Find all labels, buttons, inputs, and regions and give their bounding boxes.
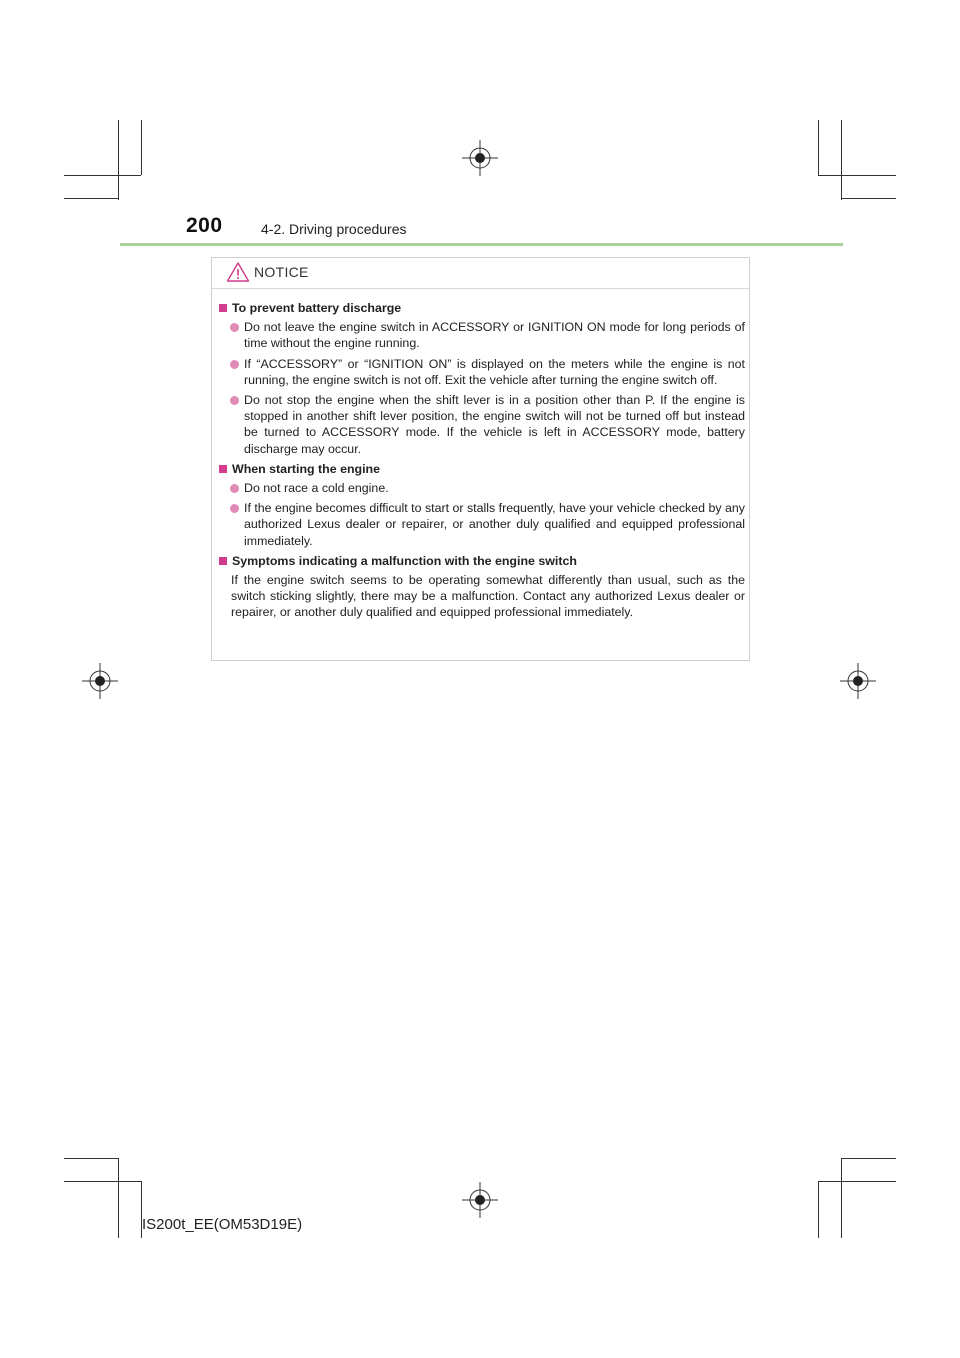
bullet-dot-icon [230, 484, 239, 493]
list-item [218, 356, 745, 388]
list-item-text: Do not leave the engine switch in ACCESSORY or IGNITION ON mode for long periods of time without the engine running. [244, 320, 745, 351]
bullet-dot-icon [230, 396, 239, 405]
crop-mark [841, 1158, 842, 1238]
crop-mark [818, 1181, 896, 1182]
section-paragraph: If the engine switch seems to be operating somewhat differently than usual, such as the switch sticking slightly, there may be a malfunction. Contact any authorized Lexus dealer or repairer, or another duly qualified and equipped professional immediately. [231, 573, 745, 620]
notice-content [218, 300, 745, 621]
list-item-text: If “ACCESSORY” or “IGNITION ON” is displayed on the meters while the engine is not running, the engine switch is not off. Exit the vehicle after turning the engine switch off. [244, 356, 745, 387]
header-rule [120, 243, 843, 246]
crop-mark [818, 120, 819, 175]
notice-box [211, 257, 750, 661]
crop-mark [64, 175, 141, 176]
notice-header [212, 258, 749, 289]
square-bullet-icon [219, 465, 227, 473]
crop-mark [841, 198, 896, 199]
section-heading-text: When starting the engine [232, 461, 381, 476]
square-bullet-icon [219, 557, 227, 565]
bullet-dot-icon [230, 504, 239, 513]
section-heading [218, 461, 745, 477]
crop-mark [818, 175, 896, 176]
registration-target-icon [80, 661, 120, 701]
section-title: 4-2. Driving procedures [261, 221, 407, 237]
list-item [218, 319, 745, 351]
crop-mark [141, 120, 142, 175]
list-item [218, 500, 745, 549]
section-heading [218, 553, 745, 569]
list-item [218, 392, 745, 457]
list-item-text: Do not race a cold engine. [244, 481, 389, 496]
crop-mark [118, 120, 119, 200]
warning-icon [226, 261, 250, 283]
page-number: 200 [186, 214, 223, 237]
registration-target-icon [838, 661, 878, 701]
document-code: IS200t_EE(OM53D19E) [142, 1216, 303, 1233]
list-item-text: If the engine becomes difficult to start or stalls frequently, have your vehicle checked by any authorized Lexus dealer or repairer, or another duly qualified and equipped professional immediately. [244, 501, 745, 548]
square-bullet-icon [219, 304, 227, 312]
crop-mark [64, 1181, 141, 1182]
list-item-text: Do not stop the engine when the shift lever is in a position other than P. If the engine is stopped in another shift lever position, the engine switch will not be turned off but instead be turned to ACCESSORY mode. If the vehicle is left in ACCESSORY mode, battery discharge may occur. [244, 393, 745, 456]
notice-title: NOTICE [254, 264, 309, 280]
crop-mark [818, 1181, 819, 1238]
crop-mark [64, 198, 119, 199]
bullet-dot-icon [230, 360, 239, 369]
crop-mark [118, 1158, 119, 1238]
crop-mark [841, 1158, 896, 1159]
section-heading-text: Symptoms indicating a malfunction with the engine switch [232, 553, 577, 568]
registration-target-icon [460, 138, 500, 178]
bullet-dot-icon [230, 323, 239, 332]
list-item [218, 480, 745, 496]
section-heading [218, 300, 745, 316]
registration-target-icon [460, 1180, 500, 1220]
crop-mark [64, 1158, 119, 1159]
crop-mark [841, 120, 842, 200]
section-heading-text: To prevent battery discharge [232, 301, 402, 315]
